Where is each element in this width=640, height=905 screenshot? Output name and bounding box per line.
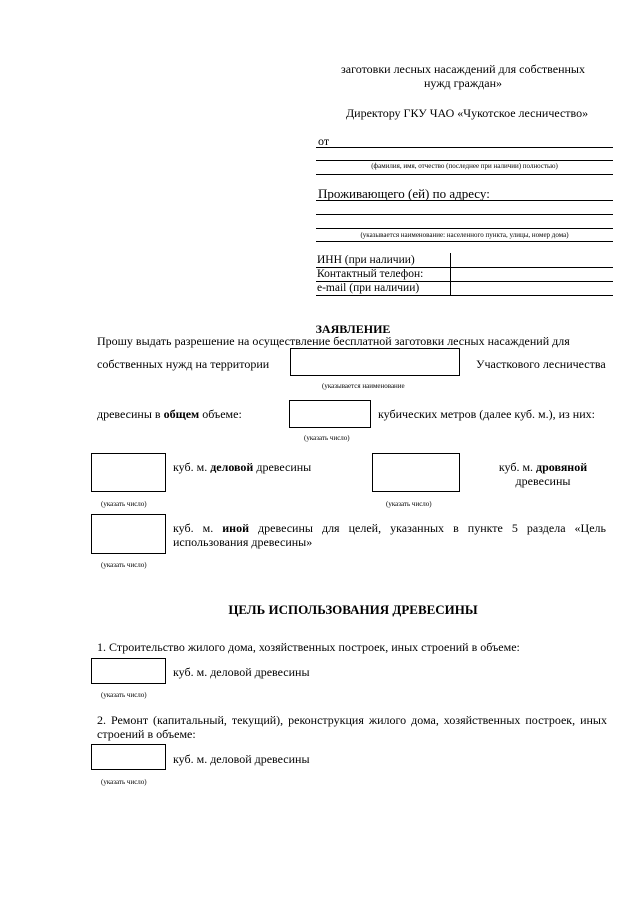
other-wood-line1 <box>173 521 606 535</box>
purpose-item2-units: куб. м. деловой древесины <box>173 752 310 766</box>
purpose-item1-units: куб. м. деловой древесины <box>173 665 310 679</box>
fuel-wood-suffix: древесины <box>515 474 571 488</box>
purpose-item1-text: 1. Строительство жилого дома, хозяйственных построек, иных строений в объеме: <box>97 640 520 654</box>
from-label: от <box>318 134 330 148</box>
email-label: e-mail (при наличии) <box>317 282 420 294</box>
phone-label: Контактный телефон: <box>317 268 424 280</box>
business-wood-input[interactable] <box>91 453 166 492</box>
form-subtitle <box>318 62 608 90</box>
from-line-1[interactable] <box>316 147 613 148</box>
other-wood-suffix: древесины для целей, указанных в пункте 5 раздела «Цель <box>249 521 607 535</box>
other-wood-line2: использования древесины» <box>173 535 313 549</box>
territory-input[interactable] <box>290 348 460 376</box>
total-volume-bold: общем <box>163 407 200 421</box>
from-line-3[interactable] <box>316 174 613 175</box>
inn-label: ИНН (при наличии) <box>317 254 415 266</box>
purpose-title: ЦЕЛЬ ИСПОЛЬЗОВАНИЯ ДРЕВЕСИНЫ <box>228 602 478 617</box>
fuel-wood-input[interactable] <box>372 453 460 492</box>
other-wood-input[interactable] <box>91 514 166 554</box>
request-text: Прошу выдать разрешение на осуществление бесплатной заготовки лесных насаждений для <box>97 334 570 348</box>
purpose-item1-input[interactable] <box>91 658 166 684</box>
purpose-item1-hint: (указать число) <box>101 691 147 699</box>
total-volume-label <box>97 407 242 421</box>
purpose-item2-input[interactable] <box>91 744 166 770</box>
address-line-1[interactable] <box>316 200 613 201</box>
application-title: ЗАЯВЛЕНИЕ <box>315 322 391 336</box>
contacts-divider <box>450 253 451 296</box>
fuel-wood-label <box>478 460 608 488</box>
other-wood-label <box>173 521 606 549</box>
address-line-4[interactable] <box>316 241 613 242</box>
purpose-item2-line2: строений в объеме: <box>97 727 196 741</box>
fuel-wood-bold: дровяной <box>536 460 588 474</box>
address-line-2[interactable] <box>316 214 613 215</box>
form-subtitle-line1: заготовки лесных насаждений для собственных <box>341 62 585 76</box>
contacts-row-line-3 <box>316 295 613 296</box>
from-line-2[interactable] <box>316 160 613 161</box>
territory-suffix: Участкового лесничества <box>476 357 606 371</box>
fuel-wood-prefix: куб. м. <box>498 460 537 474</box>
business-wood-hint: (указать число) <box>101 500 147 508</box>
addressee: Директору ГКУ ЧАО «Чукотское лесничество» <box>346 106 589 120</box>
total-volume-hint: (указать число) <box>304 434 350 442</box>
address-label: Проживающего (ей) по адресу: <box>318 186 490 201</box>
other-wood-bold: иной <box>222 521 250 535</box>
fuel-wood-line1 <box>478 460 608 474</box>
other-wood-prefix: куб. м. <box>173 521 223 535</box>
business-wood-label <box>173 460 311 474</box>
total-volume-suffix: объеме: <box>199 407 242 421</box>
business-wood-suffix: древесины <box>253 460 312 474</box>
business-wood-bold: деловой <box>210 460 254 474</box>
territory-label: собственных нужд на территории <box>97 357 270 371</box>
inn-field[interactable] <box>452 253 612 267</box>
other-wood-hint: (указать число) <box>101 561 147 569</box>
purpose-item2-line1: 2. Ремонт (капитальный, текущий), реконструкция жилого дома, хозяйственных построек, иных <box>97 713 607 727</box>
purpose-item2-hint: (указать число) <box>101 778 147 786</box>
email-field[interactable] <box>452 281 612 295</box>
phone-field[interactable] <box>452 267 612 281</box>
form-subtitle-line2: нужд граждан» <box>423 76 503 90</box>
fuel-wood-hint: (указать число) <box>386 500 432 508</box>
purpose-item2-text <box>97 713 607 741</box>
contacts-table <box>316 253 613 296</box>
business-wood-prefix: куб. м. <box>173 460 211 474</box>
total-volume-units: кубических метров (далее куб. м.), из них: <box>378 407 595 421</box>
territory-hint: (указывается наименование <box>322 382 405 390</box>
address-hint: (указывается наименование: населенного пункта, улицы, номер дома) <box>360 231 569 239</box>
total-volume-input[interactable] <box>289 400 371 428</box>
total-volume-prefix: древесины в <box>97 407 164 421</box>
address-line-3[interactable] <box>316 228 613 229</box>
fio-hint: (фамилия, имя, отчество (последнее при наличии) полностью) <box>371 162 558 170</box>
